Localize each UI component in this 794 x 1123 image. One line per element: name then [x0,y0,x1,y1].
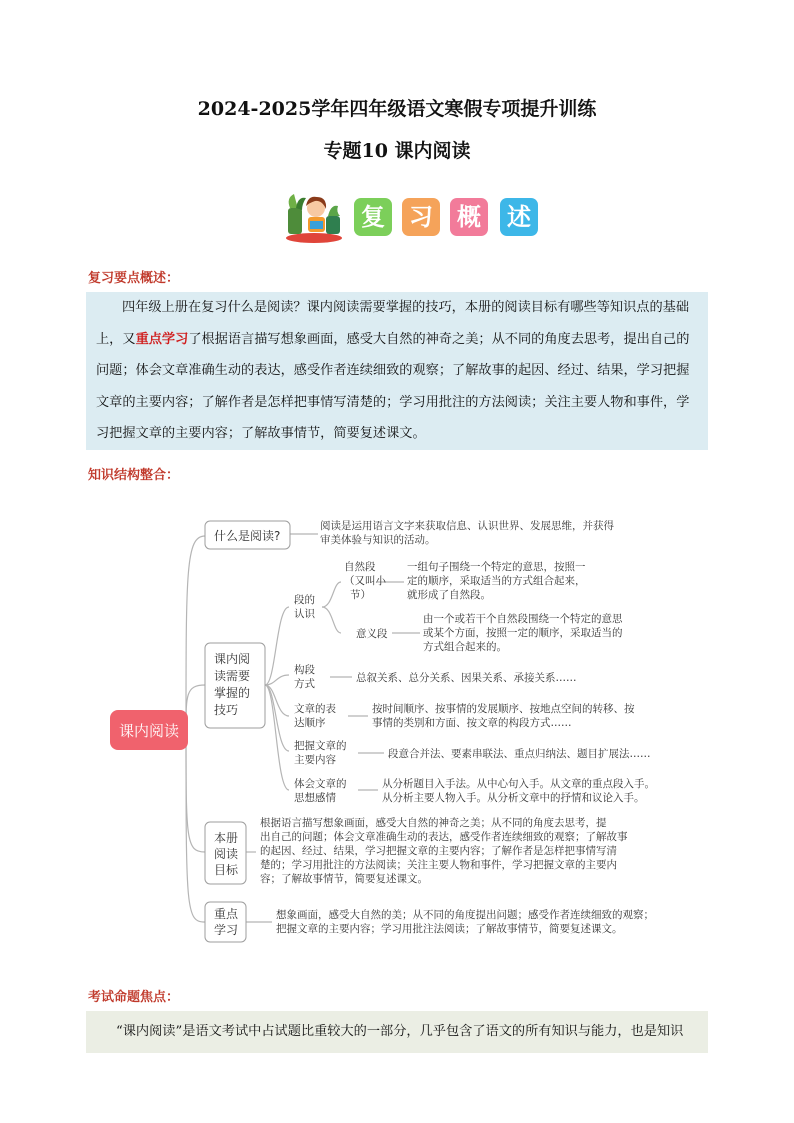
exam-focus-box [86,1011,708,1053]
mind-map-root-label: 课内阅读 [118,722,180,740]
section-heading-structure: 知识结构整合： [88,468,180,483]
section-heading-exam-focus: 考试命题焦点： [88,990,180,1005]
node-main-content: 把握文章的 主要内容 [294,740,347,766]
node-meaning-paragraph: 意义段 [356,628,388,640]
node-key-learning: 重点 学习 [214,907,239,937]
node-expression-order: 文章的表 达顺序 [294,703,336,729]
banner-char-4: 述 [500,198,538,236]
review-overview-banner [284,192,544,244]
node-natural-paragraph: 自然段 （又叫小 节） [344,561,386,601]
node-paragraph-composition: 构段 方式 [294,664,315,690]
node-thoughts-feelings: 体会文章的 思想感情 [294,778,347,804]
desc-thoughts-feelings: 从分析题目入手法。从中心句入手。从文章的重点段入手。 从分析主要人物入手。从分析文章中的抒情和议论入手。 [382,778,655,804]
exam-focus-text: “课内阅读”是语文考试中占试题比重较大的一部分，几乎包含了语文的所有知识与能力，也是知识 [116,1024,684,1039]
desc-meaning-paragraph: 由一个或若干个自然段围绕一个特定的意思 或某个方面，按照一定的顺序，采取适当的 方式组合起来的。 [423,613,623,653]
banner-char-3: 概 [450,198,488,236]
review-text-part2: 了根据语言描写想象画面，感受大自然的神奇之美；从不同的角度去思考，提出自己的问题；体会文章准确生动的表达，感受作者连续细致的观察；了解故事的起因、经过、结果，学习把握文章的主要内容；了解作者是怎样把事情写清楚的；学习用批注的方法阅读；关注主要人物和事件，学习把握文章的主要内容；了解故事情节，简要复述课文。 [96,331,690,441]
node-reading-skills: 课内阅 读需要 掌握的 技巧 [214,652,251,717]
section-heading-review: 复习要点概述： [88,271,180,286]
document-title: 2024-2025学年四年级语文寒假专项提升训练 [197,98,597,120]
desc-natural-paragraph: 一组句子围绕一个特定的意思，按照一 定的顺序，采取适当的方式组合起来， 就形成了自然段。 [407,561,586,601]
banner-char-1: 复 [354,198,392,236]
node-what-is-reading: 什么是阅读? [214,529,281,543]
review-highlight: 重点学习 [135,331,189,347]
desc-key-learning: 想象画面，感受大自然的美；从不同的角度提出问题；感受作者连续细致的观察； 把握文章的主要内容；学习用批注法阅读；了解故事情节，简要复述课文。 [276,909,654,935]
desc-expression-order: 按时间顺序、按事情的发展顺序、按地点空间的转移、按 事情的类别和方面、按文章的构段方式…… [372,703,635,729]
desc-book-reading-goals: 根据语言描写想象画面，感受大自然的神奇之美；从不同的角度去思考，提 出自己的问题；体会文章准确生动的表达，感受作者连续细致的观察；了解故事 的起因、经过、结果，学习把握文章的主要内容；了解作者是怎样把事情写清 楚的；学习用批注的方法阅读；关注主要人物和事件，学习把握文章的主要内 容；了解故事情节，简要复述课文。 [260,817,628,885]
desc-what-is-reading: 阅读是运用语言文字来获取信息、认识世界、发展思维，并获得 审美体验与知识的活动。 [320,520,614,546]
node-book-reading-goals: 本册 阅读 目标 [214,831,239,877]
knowledge-mind-map [0,500,794,970]
desc-paragraph-composition: 总叙关系、总分关系、因果关系、承接关系…… [356,672,577,684]
node-paragraph-knowledge: 段的 认识 [294,594,315,620]
review-text-part1: 四年级上册在复习什么是阅读？课内阅读需要掌握的技巧，本册的阅读目标有哪些等知识点的基础上，又 [96,300,690,347]
review-summary-box [86,292,708,450]
girl-reading-books-illustration [284,192,346,244]
banner-char-2: 习 [402,198,440,236]
desc-main-content: 段意合并法、要素串联法、重点归纳法、题目扩展法…… [388,748,651,760]
document-subtitle: 专题10 课内阅读 [323,140,471,162]
